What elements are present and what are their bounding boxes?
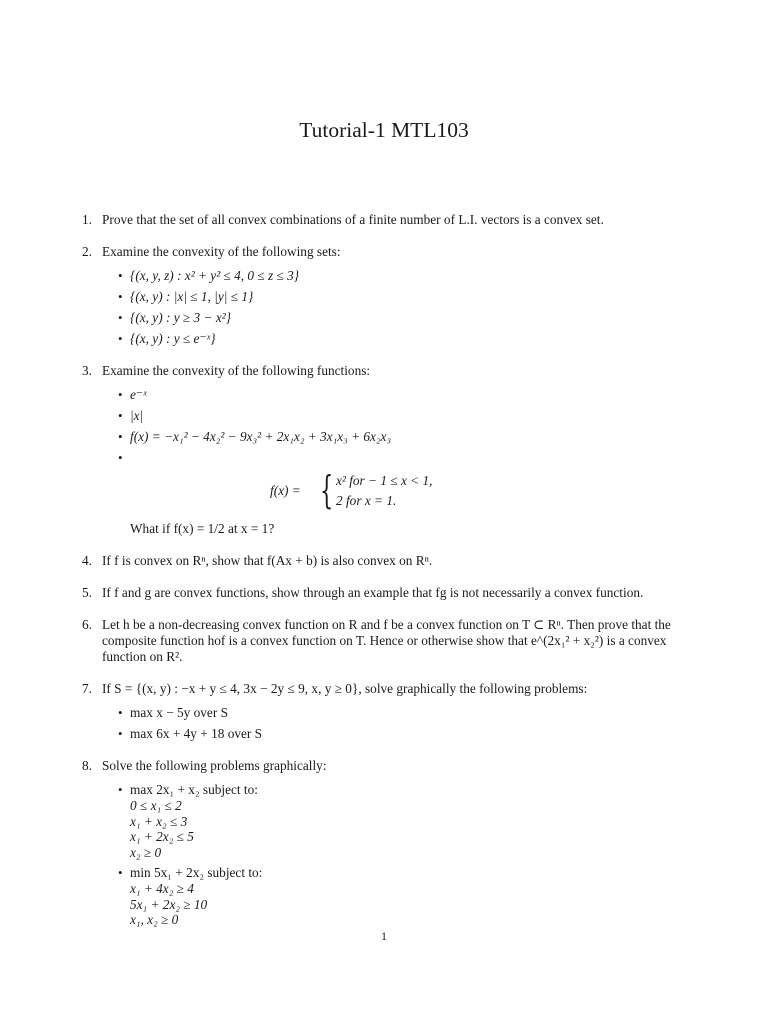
problem-3 <box>82 363 682 537</box>
list-item <box>118 450 682 466</box>
constraint: 0 ≤ x₁ ≤ 2 <box>130 798 182 813</box>
bullet-icon: • <box>118 865 123 880</box>
problem-number: 1. <box>82 212 92 227</box>
problem-number: 5. <box>82 585 92 600</box>
bullet-icon: • <box>118 450 123 465</box>
problem-4 <box>82 553 682 569</box>
constraint: x₁ + x₂ ≤ 3 <box>130 813 188 829</box>
list-item: • {(x, y) : y ≥ 3 − x²} <box>118 310 232 325</box>
page-title: Tutorial-1 MTL103 <box>299 118 469 142</box>
problem-text: Examine the convexity of the following sets: <box>102 244 341 259</box>
piecewise-function <box>102 468 682 512</box>
problem-number: 3. <box>82 363 92 378</box>
problem-text: Prove that the set of all convex combinations of a finite number of L.I. vectors is a convex set. <box>102 212 604 227</box>
constraint: x₁, x₂ ≥ 0 <box>130 912 179 927</box>
list-item: • {(x, y) : y ≤ e⁻ˣ} <box>118 331 216 346</box>
list-item <box>118 782 682 860</box>
problem-text: If S = {(x, y) : −x + y ≤ 4, 3x − 2y ≤ 9, x, y ≥ 0}, solve graphically the following problems: <box>102 681 588 696</box>
list-item: • {(x, y, z) : x² + y² ≤ 4, 0 ≤ z ≤ 3} <box>118 268 300 283</box>
bullet-icon: • <box>118 289 123 304</box>
piecewise-case-1: x² for − 1 ≤ x < 1, <box>336 473 433 488</box>
constraint: x₁ + 4x₂ ≥ 4 <box>130 881 194 896</box>
list-item: • e⁻ˣ <box>118 387 147 402</box>
constraint: 5x₁ + 2x₂ ≥ 10 <box>130 896 208 912</box>
sub-list <box>102 268 682 347</box>
bullet-icon: • <box>118 726 123 741</box>
problem-number: 4. <box>82 553 92 568</box>
bullet-icon: • <box>118 387 123 402</box>
bullet-icon: • <box>118 408 123 423</box>
problem-text: Let h be a non-decreasing convex function on R and f be a convex function on T ⊂ Rⁿ. Then prove that the composite function hof is a convex function on T. Hence or otherwise show that e^(2x₁² + x₂²) is a convex function on R². <box>102 617 671 664</box>
lp-constraints <box>130 881 682 928</box>
bullet-icon: • <box>118 782 123 797</box>
page-number: 1 <box>381 929 387 943</box>
list-item: • max 6x + 4y + 18 over S <box>118 726 263 741</box>
lp-constraints <box>130 798 682 860</box>
problem-text: Examine the convexity of the following functions: <box>102 363 371 378</box>
problem-8 <box>82 758 682 928</box>
sub-list <box>102 387 682 466</box>
problem-number: 6. <box>82 617 92 632</box>
constraint: x₁ + 2x₂ ≤ 5 <box>130 829 194 844</box>
problem-number: 7. <box>82 681 92 696</box>
list-item: • |x| <box>118 408 144 423</box>
problem-2 <box>82 244 682 347</box>
sub-list <box>102 705 682 742</box>
problem-text: If f is convex on Rⁿ, show that f(Ax + b) is also convex on Rⁿ. <box>102 553 433 568</box>
bullet-icon: • <box>118 268 123 283</box>
what-if-note: What if f(x) = 1/2 at x = 1? <box>130 521 275 536</box>
bullet-icon: • <box>118 705 123 720</box>
list-item: • max x − 5y over S <box>118 705 228 720</box>
piecewise-lhs: f(x) = <box>270 483 301 498</box>
problem-text: If f and g are convex functions, show through an example that fg is not necessarily a convex function. <box>102 585 644 600</box>
problem-1 <box>82 212 682 228</box>
constraint: x₂ ≥ 0 <box>130 844 162 860</box>
piecewise-case-2: 2 for x = 1. <box>336 493 397 508</box>
bullet-icon: • <box>118 429 123 444</box>
problem-text: Solve the following problems graphically: <box>102 758 327 773</box>
left-brace-icon: { <box>320 468 334 512</box>
problem-list <box>82 212 682 944</box>
list-item: • {(x, y) : |x| ≤ 1, |y| ≤ 1} <box>118 289 254 304</box>
problem-5 <box>82 585 682 601</box>
bullet-icon: • <box>118 310 123 325</box>
lp-objective: max 2x₁ + x₂ subject to: <box>130 782 258 797</box>
problem-number: 8. <box>82 758 92 773</box>
bullet-icon: • <box>118 331 123 346</box>
sub-list <box>102 782 682 928</box>
lp-objective: min 5x₁ + 2x₂ subject to: <box>130 865 263 880</box>
list-item <box>118 865 682 928</box>
list-item: • f(x) = −x₁² − 4x₂² − 9x₃² + 2x₁x₂ + 3x₁x₃ + 6x₂x₃ <box>118 429 392 444</box>
problem-7 <box>82 681 682 742</box>
problem-6 <box>82 617 682 665</box>
problem-number: 2. <box>82 244 92 259</box>
